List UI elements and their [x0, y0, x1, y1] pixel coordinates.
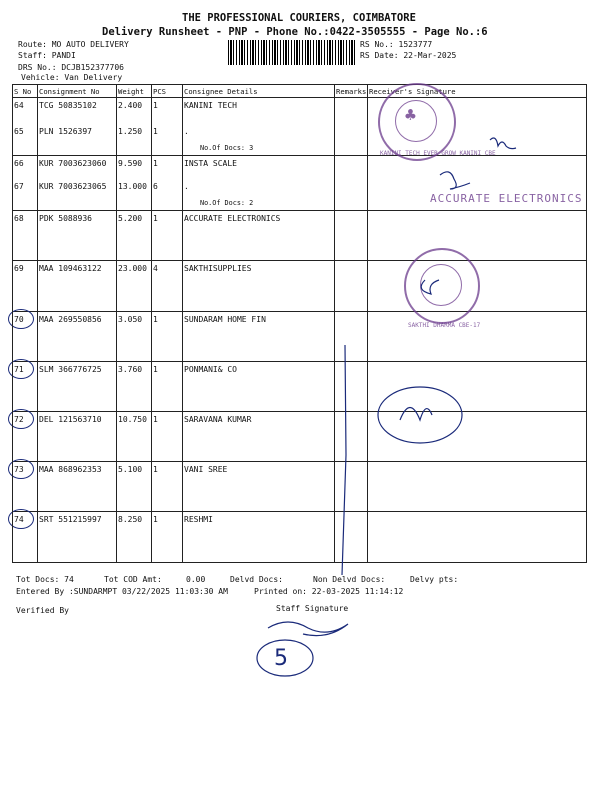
cell-consignee: SUNDARAM HOME FIN [184, 315, 266, 324]
no-of-docs: No.Of Docs: 2 [200, 199, 254, 207]
cell-weight: 3.050 [118, 315, 143, 324]
cell-consignee: PONMANI& CO [184, 365, 237, 374]
cell-weight: 1.250 [118, 127, 143, 136]
cell-sno: 67 [14, 182, 24, 191]
cell-pcs: 1 [153, 315, 158, 324]
cell-sno: 69 [14, 264, 24, 273]
total-cod-label: Tot COD Amt: [104, 575, 162, 584]
sakthi-stamp-text: SAKTHI DHARMA CBE-17 [408, 322, 481, 329]
entered-by: Entered By :SUNDARMPT 03/22/2025 11:03:30 AM [16, 587, 228, 596]
tree-icon: ♣ [405, 105, 416, 126]
vehicle-label: Vehicle: Van Delivery [21, 73, 123, 82]
cell-pcs: 1 [153, 101, 158, 110]
cell-cn: DEL 121563710 [39, 415, 102, 424]
cell-consignee: SARAVANA KUMAR [184, 415, 252, 424]
cell-pcs: 4 [153, 264, 158, 273]
staff-signature-label: Staff Signature [276, 604, 349, 613]
cell-sno: 73 [14, 465, 24, 474]
cell-consignee: INSTA SCALE [184, 159, 237, 168]
cell-pcs: 1 [153, 415, 158, 424]
cell-consignee: VANI SREE [184, 465, 228, 474]
total-cod-value: 0.00 [186, 575, 206, 584]
column-header: Weight [118, 87, 144, 96]
cell-consignee: . [184, 182, 189, 191]
cell-cn: SLM 366776725 [39, 365, 102, 374]
cell-consignee: SAKTHISUPPLIES [184, 264, 252, 273]
non-delivered-docs-label: Non Delvd Docs: [313, 575, 386, 584]
cell-sno: 68 [14, 214, 24, 223]
cell-weight: 5.200 [118, 214, 143, 223]
cell-pcs: 1 [153, 127, 158, 136]
staff-label: Staff: PANDI [18, 51, 76, 60]
column-header: Consignment No [39, 87, 100, 96]
rs-date: RS Date: 22-Mar-2025 [360, 51, 457, 60]
column-header: PCS [153, 87, 166, 96]
cell-weight: 13.000 [118, 182, 147, 191]
column-header: Receiver's Signature [369, 87, 456, 96]
verified-by: Verified By [16, 606, 69, 615]
delivery-points-label: Delvy pts: [410, 575, 459, 584]
cell-sno: 66 [14, 159, 24, 168]
cell-cn: MAA 868962353 [39, 465, 102, 474]
cell-cn: KUR 7003623060 [39, 159, 107, 168]
cell-weight: 5.100 [118, 465, 143, 474]
electronics-stamp: ACCURATE ELECTRONICS [430, 192, 583, 205]
cell-sno: 71 [14, 365, 24, 374]
cell-sno: 74 [14, 515, 24, 524]
runsheet-subtitle: Delivery Runsheet - PNP - Phone No.:0422-3505555 - Page No.:6 [102, 26, 488, 38]
cell-pcs: 1 [153, 465, 158, 474]
cell-weight: 9.590 [118, 159, 143, 168]
cell-cn: MAA 109463122 [39, 264, 102, 273]
cell-pcs: 1 [153, 515, 158, 524]
cell-sno: 64 [14, 101, 24, 110]
delivered-docs-label: Delvd Docs: [230, 575, 283, 584]
cell-cn: PLN 1526397 [39, 127, 92, 136]
no-of-docs: No.Of Docs: 3 [200, 144, 254, 152]
cell-weight: 23.000 [118, 264, 147, 273]
kanini-stamp-text: KANINI TECH EVER GROW KANINI CBE [380, 150, 496, 157]
cell-consignee: ACCURATE ELECTRONICS [184, 214, 281, 223]
cell-sno: 65 [14, 127, 24, 136]
cell-cn: TCG 50835102 [39, 101, 97, 110]
printed-on: Printed on: 22-03-2025 11:14:12 [254, 587, 404, 596]
cell-cn: KUR 7003623065 [39, 182, 107, 191]
column-header: S No [14, 87, 32, 96]
svg-text:5: 5 [274, 646, 288, 671]
column-header: Remarks [336, 87, 367, 96]
cell-pcs: 1 [153, 214, 158, 223]
cell-cn: MAA 269550856 [39, 315, 102, 324]
drs-label: DRS No.: DCJB152377706 [18, 63, 124, 72]
cell-consignee: . [184, 127, 189, 136]
cell-pcs: 1 [153, 159, 158, 168]
total-docs: Tot Docs: 74 [16, 575, 74, 584]
cell-weight: 3.760 [118, 365, 143, 374]
column-header: Consignee Details [184, 87, 258, 96]
cell-cn: SRT 551215997 [39, 515, 102, 524]
cell-sno: 72 [14, 415, 24, 424]
cell-weight: 10.750 [118, 415, 147, 424]
cell-consignee: KANINI TECH [184, 101, 237, 110]
route-label: Route: MO AUTO DELIVERY [18, 40, 129, 49]
cell-pcs: 6 [153, 182, 158, 191]
cell-weight: 2.400 [118, 101, 143, 110]
cell-pcs: 1 [153, 365, 158, 374]
cell-cn: PDK 5088936 [39, 214, 92, 223]
cell-weight: 8.250 [118, 515, 143, 524]
cell-consignee: RESHMI [184, 515, 213, 524]
rs-number: RS No.: 1523777 [360, 40, 433, 49]
cell-sno: 70 [14, 315, 24, 324]
company-title: THE PROFESSIONAL COURIERS, COIMBATORE [182, 12, 416, 24]
